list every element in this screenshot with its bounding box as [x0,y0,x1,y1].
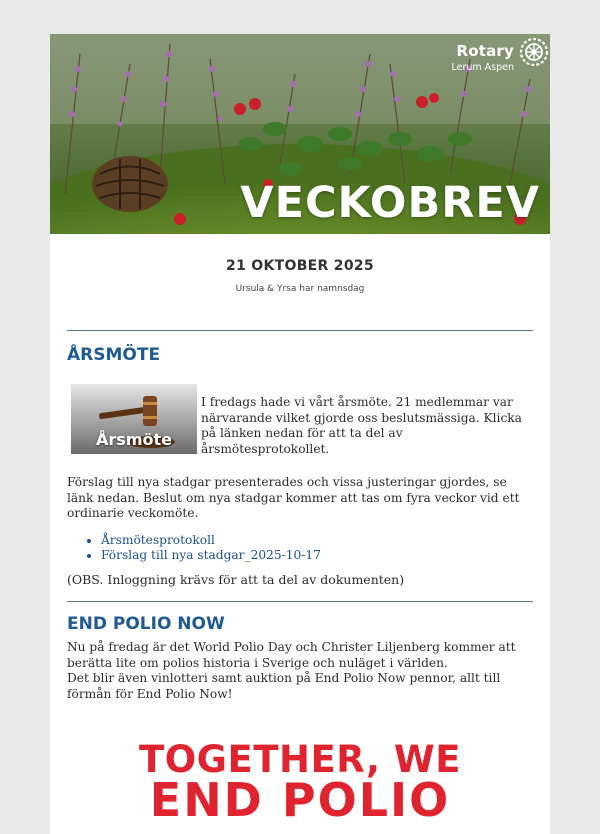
document-link-list [67,533,533,564]
section-heading-arsmote: ÅRSMÖTE [67,345,161,365]
banner-line-1: TOGETHER, WE [138,738,462,781]
login-note: (OBS. Inloggning krävs för att ta del av dokumenten) [67,571,405,587]
link-item [101,533,533,549]
brand-subtitle: Lerum Aspen [451,62,514,73]
issue-date: 21 OKTOBER 2025 [226,258,374,274]
nameday-text: Ursula & Yrsa har namnsdag [235,284,365,294]
arsmote-image [71,384,197,454]
end-polio-banner [50,738,550,827]
banner-line-2: END POLIO [149,773,451,827]
arsmote-proposal-text: Förslag till nya stadgar presenterades och vissa justeringar gjordes, se länk nedan. Beslut om nya stadgar kommer att tas om fyra veckor vid ett ordinarie veckomöte. [67,475,520,520]
newsletter-card [50,34,550,834]
polio-text-2: Det blir även vinlotteri samt auktion på End Polio Now pennor, allt till förmån för End Polio Now! [67,671,501,701]
header-banner [50,34,550,234]
arsmote-intro-text: I fredags hade vi vårt årsmöte. 21 medlemmar var närvarande vilket gjorde oss beslutsmässiga. Klicka på länken nedan för att ta del av årsmötesprotokollet. [201,395,522,456]
section-heading-polio: END POLIO NOW [67,614,225,634]
bylaws-proposal-link[interactable]: Förslag till nya stadgar_2025-10-17 [101,548,321,562]
brand-name: Rotary [456,42,514,60]
link-item [101,548,533,564]
arsmote-image-label: Årsmöte [96,430,172,449]
newsletter-title: VECKOBREV [240,178,540,228]
section-divider [67,601,533,602]
protocol-link[interactable]: Årsmötesprotokoll [101,532,215,547]
rotary-wheel-icon [518,36,550,68]
section-divider [67,330,533,331]
polio-text-1: Nu på fredag är det World Polio Day och Christer Liljenberg kommer att berätta lite om polios historia i Sverige och nuläget i världen. [67,640,516,670]
arsmote-intro [71,384,533,457]
